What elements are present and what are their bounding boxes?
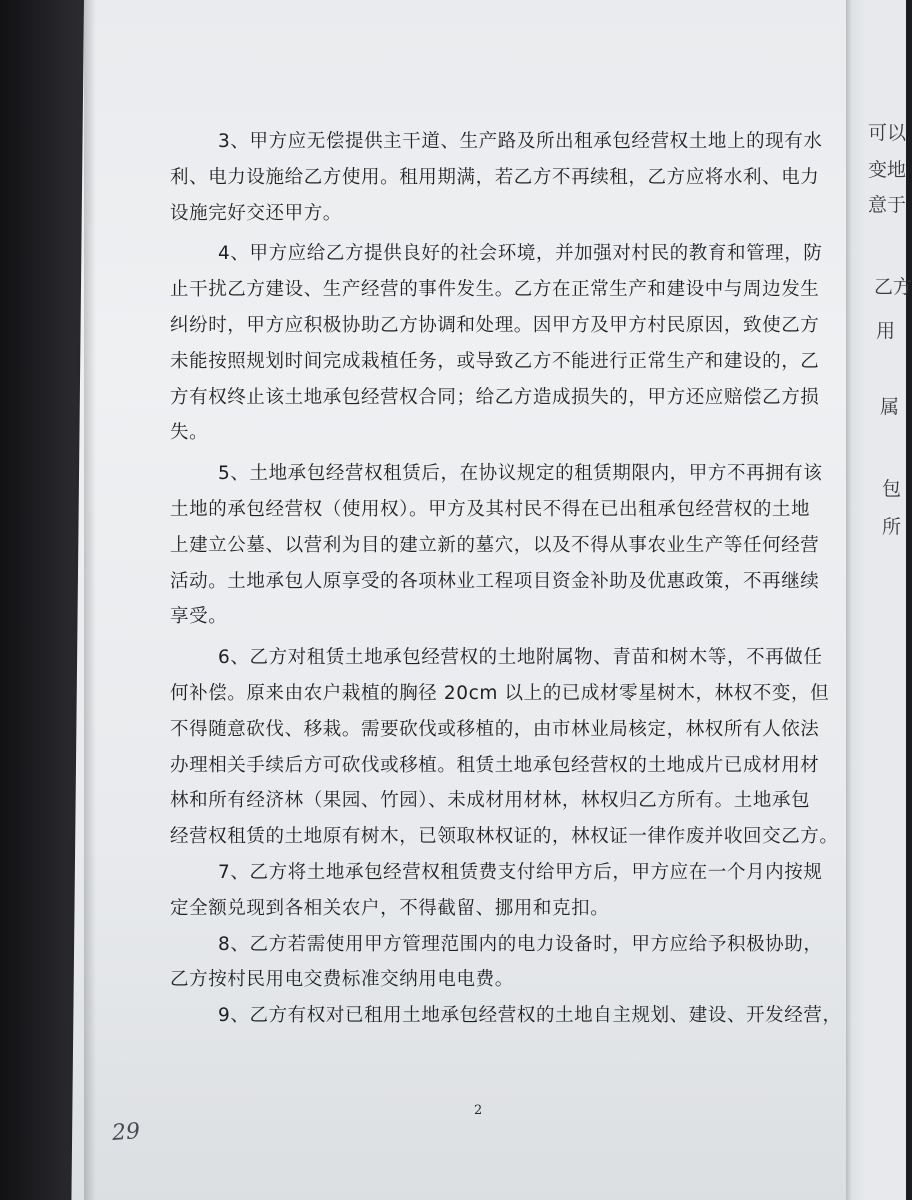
clause-line: 享受。 xyxy=(170,606,228,628)
clause-line: 止干扰乙方建设、生产经营的事件发生。乙方在正常生产和建设中与周边发生 xyxy=(170,279,820,301)
clause-8 xyxy=(170,927,823,999)
adjacent-page xyxy=(846,0,912,1200)
clause-line: 利、电力设施给乙方使用。租用期满，若乙方不再续租，乙方应将水利、电力 xyxy=(170,166,820,188)
clause-line: 上建立公墓、以营利为目的建立新的墓穴，以及不得从事农业生产等任何经营 xyxy=(170,534,820,556)
adjacent-fragment: 乙方 xyxy=(874,276,912,298)
clause-line: 方有权终止该土地承包经营权合同；给乙方造成损失的，甲方还应赔偿乙方损 xyxy=(170,386,820,408)
clause-line: 经营权租赁的土地原有树木，已领取林权证的，林权证一律作废并收回交乙方。 xyxy=(170,826,839,848)
clause-line: 8、乙方若需使用甲方管理范围内的电力设备时，甲方应给予积极协助， xyxy=(218,933,823,955)
clause-line: 不得随意砍伐、移栽。需要砍伐或移植的，由市林业局核定，林权所有人依法 xyxy=(170,718,820,740)
adjacent-fragment: 属 xyxy=(880,396,900,418)
adjacent-fragment: 变地 xyxy=(868,159,907,181)
clause-4 xyxy=(170,236,823,451)
clause-line: 何补偿。原来由农户栽植的胸径 20cm 以上的已成材零星树木，林权不变，但 xyxy=(170,682,830,704)
clause-line: 5、土地承包经营权租赁后，在协议规定的租赁期限内，甲方不再拥有该 xyxy=(218,463,823,485)
clause-line: 乙方按村民用电交费标准交纳用电电费。 xyxy=(170,969,514,991)
adjacent-fragment: 可以 xyxy=(868,122,907,144)
clause-line: 土地的承包经营权（使用权）。甲方及其村民不得在已出租承包经营权的土地 xyxy=(170,498,811,520)
clause-line: 失。 xyxy=(170,422,209,444)
clause-line: 活动。土地承包人原享受的各项林业工程项目资金补助及优惠政策，不再继续 xyxy=(170,570,820,592)
clause-line: 9、乙方有权对已租用土地承包经营权的土地自主规划、建设、开发经营， xyxy=(218,1005,842,1027)
clause-line: 设施完好交还甲方。 xyxy=(170,202,342,224)
clause-6 xyxy=(170,640,839,855)
clause-5 xyxy=(170,456,823,635)
adjacent-fragment: 意于 xyxy=(868,194,907,216)
clause-line: 6、乙方对租赁土地承包经营权的土地附属物、青苗和树木等，不再做任 xyxy=(218,647,823,669)
clause-line: 办理相关手续后方可砍伐或移植。租赁土地承包经营权的土地成片已成材用材 xyxy=(170,754,820,776)
clause-3 xyxy=(170,124,823,231)
clause-line: 未能按照规划时间完成栽植任务，或导致乙方不能进行正常生产和建设的，乙 xyxy=(170,350,820,372)
clause-line: 定全额兑现到各相关农户，不得截留、挪用和克扣。 xyxy=(170,897,610,919)
adjacent-fragment: 用 xyxy=(876,320,896,342)
clause-line: 7、乙方将土地承包经营权租赁费支付给甲方后，甲方应在一个月内按规 xyxy=(218,861,823,883)
page-edge-shadow xyxy=(84,0,96,1200)
page-number: 2 xyxy=(474,1103,483,1118)
contract-body xyxy=(170,124,842,1034)
clause-7 xyxy=(170,855,823,927)
clause-9 xyxy=(170,998,842,1034)
clause-line: 3、甲方应无偿提供主干道、生产路及所出租承包经营权土地上的现有水 xyxy=(218,131,823,152)
clause-line: 纠纷时，甲方应积极协助乙方协调和处理。因甲方及甲方村民原因，致使乙方 xyxy=(170,314,820,336)
clause-line: 4、甲方应给乙方提供良好的社会环境，并加强对村民的教育和管理，防 xyxy=(218,243,823,265)
adjacent-fragment: 包 xyxy=(882,478,902,500)
adjacent-fragment: 所 xyxy=(882,516,902,538)
handwritten-note: 29 xyxy=(111,1119,141,1146)
clause-line: 林和所有经济林（果园、竹园）、未成材用材林，林权归乙方所有。土地承包 xyxy=(170,790,811,812)
